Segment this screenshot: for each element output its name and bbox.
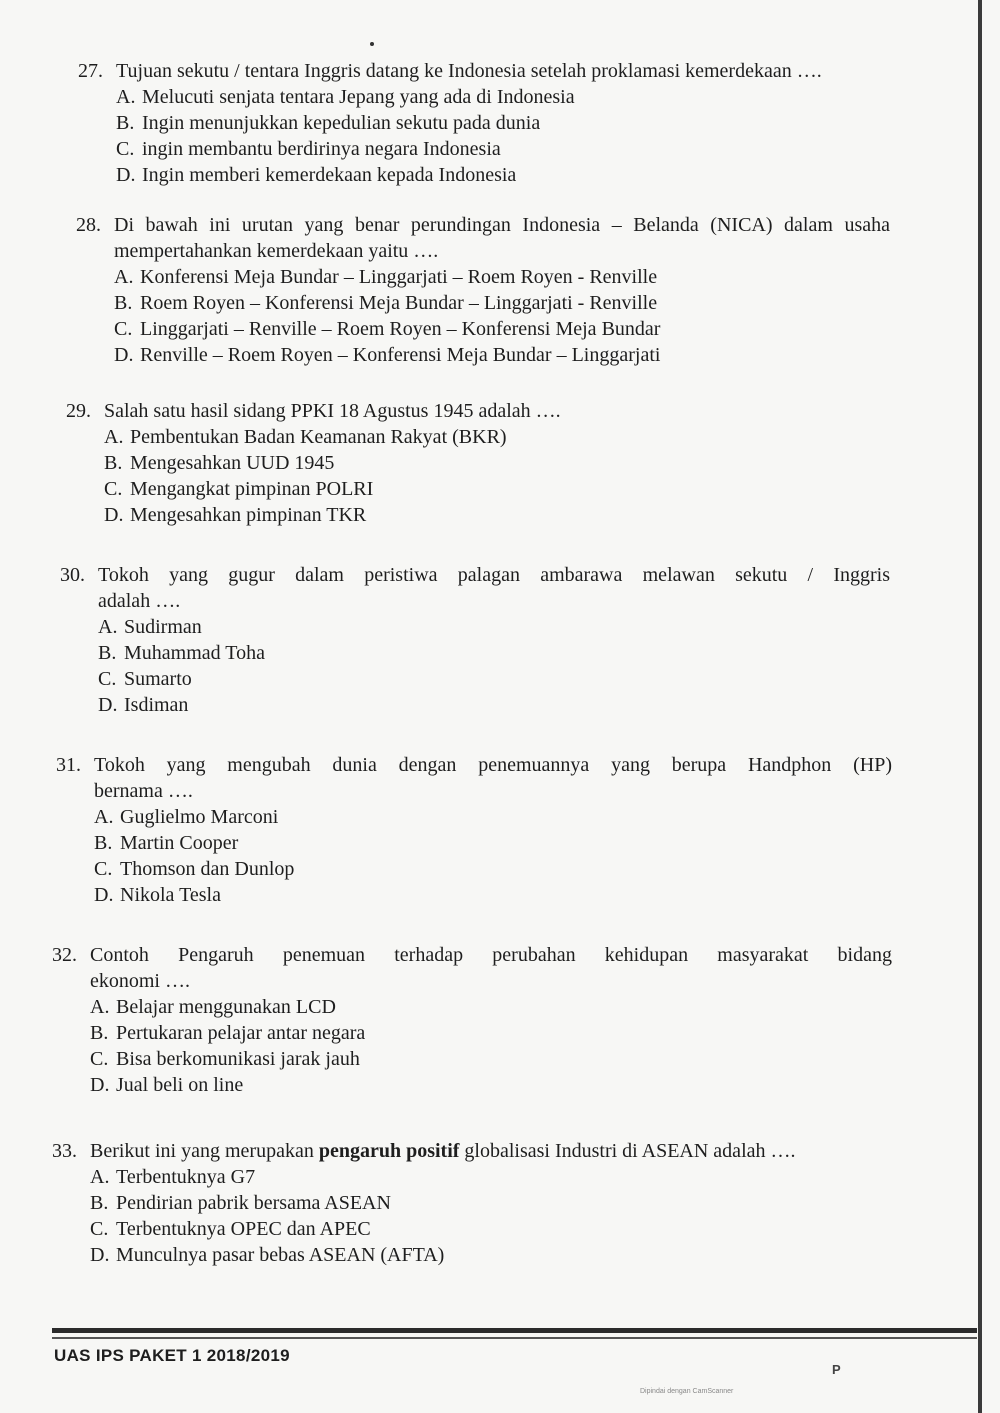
option-c: C. Thomson dan Dunlop bbox=[94, 858, 295, 880]
option-b: B. Pendirian pabrik bersama ASEAN bbox=[90, 1192, 391, 1214]
question-number: 33. bbox=[52, 1140, 77, 1162]
option-b: B. Roem Royen – Konferensi Meja Bundar – Linggarjati - Renville bbox=[114, 292, 658, 314]
option-a: A. Melucuti senjata tentara Jepang yang ada di Indonesia bbox=[116, 86, 575, 108]
question-number: 27. bbox=[78, 60, 103, 82]
emphasis-text: pengaruh positif bbox=[318, 1140, 460, 1162]
question-32 bbox=[52, 942, 892, 1098]
question-31 bbox=[56, 752, 892, 908]
option-d: D. Ingin memberi kemerdekaan kepada Indonesia bbox=[116, 164, 517, 186]
question-stem-continued: ekonomi …. bbox=[90, 970, 190, 992]
footer-label: UAS IPS PAKET 1 2018/2019 bbox=[54, 1346, 290, 1365]
option-d: D. Jual beli on line bbox=[90, 1074, 244, 1096]
option-d: D. Isdiman bbox=[98, 694, 189, 716]
question-33 bbox=[52, 1138, 882, 1268]
question-stem: Tokoh yang mengubah dunia dengan penemuannya yang berupa Handphon (HP) bbox=[94, 754, 892, 776]
question-stem: Salah satu hasil sidang PPKI 18 Agustus 1945 adalah …. bbox=[104, 400, 561, 422]
question-stem-continued: mempertahankan kemerdekaan yaitu …. bbox=[114, 240, 439, 262]
option-c: C. Terbentuknya OPEC dan APEC bbox=[90, 1218, 371, 1240]
option-a: A. Sudirman bbox=[98, 616, 202, 638]
scan-speck bbox=[370, 42, 374, 46]
question-number: 29. bbox=[66, 400, 91, 422]
option-b: B. Pertukaran pelajar antar negara bbox=[90, 1022, 366, 1044]
option-a: A. Pembentukan Badan Keamanan Rakyat (BKR) bbox=[104, 426, 507, 448]
option-c: C. Linggarjati – Renville – Roem Royen – Konferensi Meja Bundar bbox=[114, 318, 661, 340]
scanner-watermark: Dipindai dengan CamScanner bbox=[640, 1388, 734, 1395]
question-number: 30. bbox=[60, 564, 85, 586]
footer-rule bbox=[52, 1328, 977, 1333]
option-a: A. Terbentuknya G7 bbox=[90, 1166, 256, 1188]
question-28 bbox=[76, 212, 890, 368]
question-30 bbox=[60, 562, 890, 718]
question-27 bbox=[78, 58, 878, 188]
question-stem: Berikut ini yang merupakan pengaruh positif globalisasi Industri di ASEAN adalah …. bbox=[90, 1140, 796, 1162]
question-stem: Tokoh yang gugur dalam peristiwa palagan ambarawa melawan sekutu / Inggris bbox=[98, 564, 890, 586]
option-b: B. Ingin menunjukkan kepedulian sekutu pada dunia bbox=[116, 112, 541, 134]
page-number-partial: P bbox=[832, 1362, 841, 1377]
option-c: C. Bisa berkomunikasi jarak jauh bbox=[90, 1048, 360, 1070]
question-stem: Di bawah ini urutan yang benar perundingan Indonesia – Belanda (NICA) dalam usaha bbox=[114, 214, 890, 236]
question-number: 31. bbox=[56, 754, 81, 776]
option-d: D. Nikola Tesla bbox=[94, 884, 221, 906]
scan-edge bbox=[978, 0, 982, 1413]
option-b: B. Martin Cooper bbox=[94, 832, 239, 854]
option-d: D. Renville – Roem Royen – Konferensi Meja Bundar – Linggarjati bbox=[114, 344, 661, 366]
question-number: 28. bbox=[76, 214, 101, 236]
question-stem: Tujuan sekutu / tentara Inggris datang ke Indonesia setelah proklamasi kemerdekaan …. bbox=[116, 60, 822, 82]
option-b: B. Mengesahkan UUD 1945 bbox=[104, 452, 335, 474]
option-d: D. Mengesahkan pimpinan TKR bbox=[104, 504, 367, 526]
option-b: B. Muhammad Toha bbox=[98, 642, 265, 664]
question-stem-continued: adalah …. bbox=[98, 590, 181, 612]
option-a: A. Belajar menggunakan LCD bbox=[90, 996, 336, 1018]
footer-rule-thin bbox=[52, 1337, 977, 1339]
option-c: C. Sumarto bbox=[98, 668, 192, 690]
option-c: C. Mengangkat pimpinan POLRI bbox=[104, 478, 374, 500]
question-stem: Contoh Pengaruh penemuan terhadap perubahan kehidupan masyarakat bidang bbox=[90, 944, 892, 966]
option-c: C. ingin membantu berdirinya negara Indonesia bbox=[116, 138, 501, 160]
question-stem-continued: bernama …. bbox=[94, 780, 193, 802]
option-a: A. Konferensi Meja Bundar – Linggarjati – Roem Royen - Renville bbox=[114, 266, 658, 288]
question-29 bbox=[66, 398, 666, 528]
option-a: A. Guglielmo Marconi bbox=[94, 806, 279, 828]
question-number: 32. bbox=[52, 944, 77, 966]
option-d: D. Munculnya pasar bebas ASEAN (AFTA) bbox=[90, 1244, 445, 1266]
